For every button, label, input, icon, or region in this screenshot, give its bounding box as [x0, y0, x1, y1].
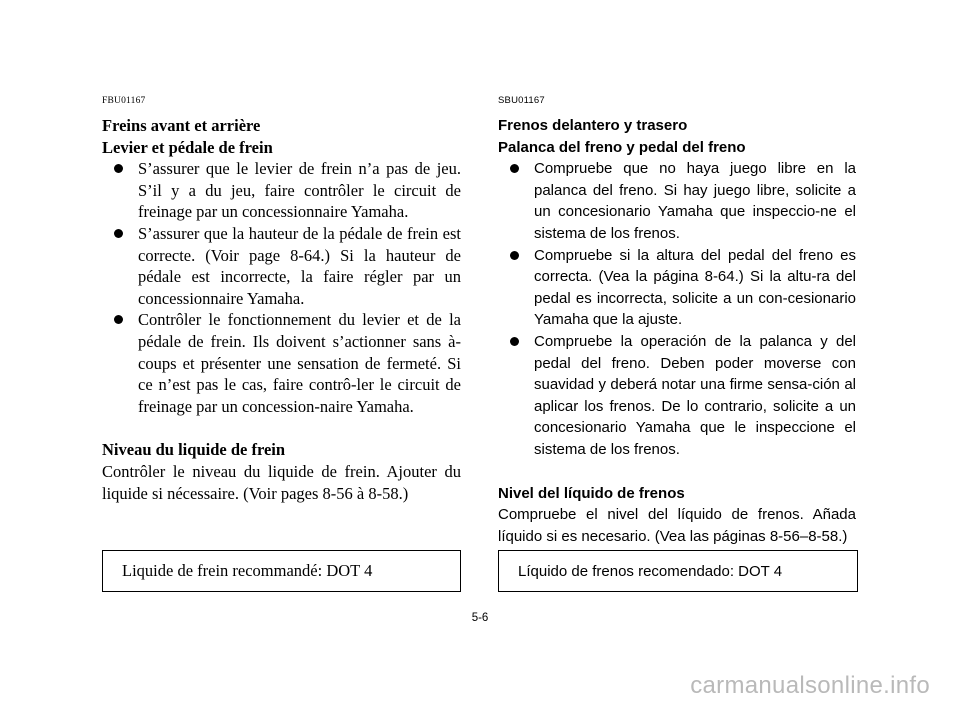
- section-code: SBU01167: [498, 95, 545, 106]
- list-item: S’assurer que la hauteur de la pédale de frein est correcte. (Voir page 8-64.) Si la hauteur de pédale est incorrecte, la faire régler par un concessionnaire Yamaha.: [102, 223, 461, 309]
- recommended-fluid-text: Líquido de frenos recomendado: DOT 4: [518, 562, 783, 580]
- recommended-fluid-box: [102, 550, 461, 592]
- recommended-fluid-text: Liquide de frein recommandé: DOT 4: [122, 561, 373, 580]
- fluid-text: Contrôler le niveau du liquide de frein. Ajouter du liquide si nécessaire. (Voir pages 8-56 à 8-58.): [102, 461, 461, 503]
- section-title: Frenos delantero y trasero: [498, 117, 688, 134]
- fluid-heading: Nivel del líquido de frenos: [498, 484, 685, 502]
- section-subtitle: Levier et pédale de frein: [102, 137, 273, 157]
- section-code: FBU01167: [102, 96, 146, 106]
- list-item: S’assurer que le levier de frein n’a pas de jeu. S’il y a du jeu, faire contrôler le circuit de freinage par un concessionnaire Yamaha.: [102, 158, 461, 223]
- page-number: 5-6: [471, 612, 489, 624]
- fluid-section: [102, 439, 461, 504]
- section-subtitle: Palanca del freno y pedal del freno: [498, 138, 746, 156]
- recommended-fluid-box: [498, 550, 858, 592]
- list-item: Contrôler le fonctionnement du levier et de la pédale de frein. Ils doivent s’actionner sans à-coups et présenter une sensation de fermeté. Si ce n’est pas le cas, faire contrô-ler le circuit de freinage par un concession-naire Yamaha.: [102, 309, 461, 417]
- section-title: Freins avant et arrière: [102, 116, 261, 135]
- bullet-list: [102, 158, 461, 417]
- watermark-text: carmanualsonline.info: [690, 672, 930, 699]
- list-item: Compruebe la operación de la palanca y del pedal del freno. Deben poder moverse con suavidad y deberá notar una firme sensa-ción al aplicar los frenos. De lo contrario, solicite a un concesionario Yamaha que le inspeccione el sistema de los frenos.: [498, 331, 856, 461]
- fluid-text: Compruebe el nivel del líquido de frenos. Añada líquido si es necesario. (Vea las páginas 8-56–8-58.): [498, 506, 856, 545]
- french-column: [102, 94, 461, 504]
- fluid-section: [498, 483, 856, 548]
- list-item: Compruebe que no haya juego libre en la palanca del freno. Si hay juego libre, solicite a un concesionario Yamaha que inspeccio-ne el sistema de los frenos.: [498, 158, 856, 244]
- bullet-list: [498, 158, 856, 460]
- list-item: Compruebe si la altura del pedal del freno es correcta. (Vea la página 8-64.) Si la altu-ra del pedal es incorrecta, solicite a un con-cesionario Yamaha que la ajuste.: [498, 245, 856, 331]
- spanish-column: [498, 94, 856, 547]
- fluid-heading: Niveau du liquide de frein: [102, 440, 286, 460]
